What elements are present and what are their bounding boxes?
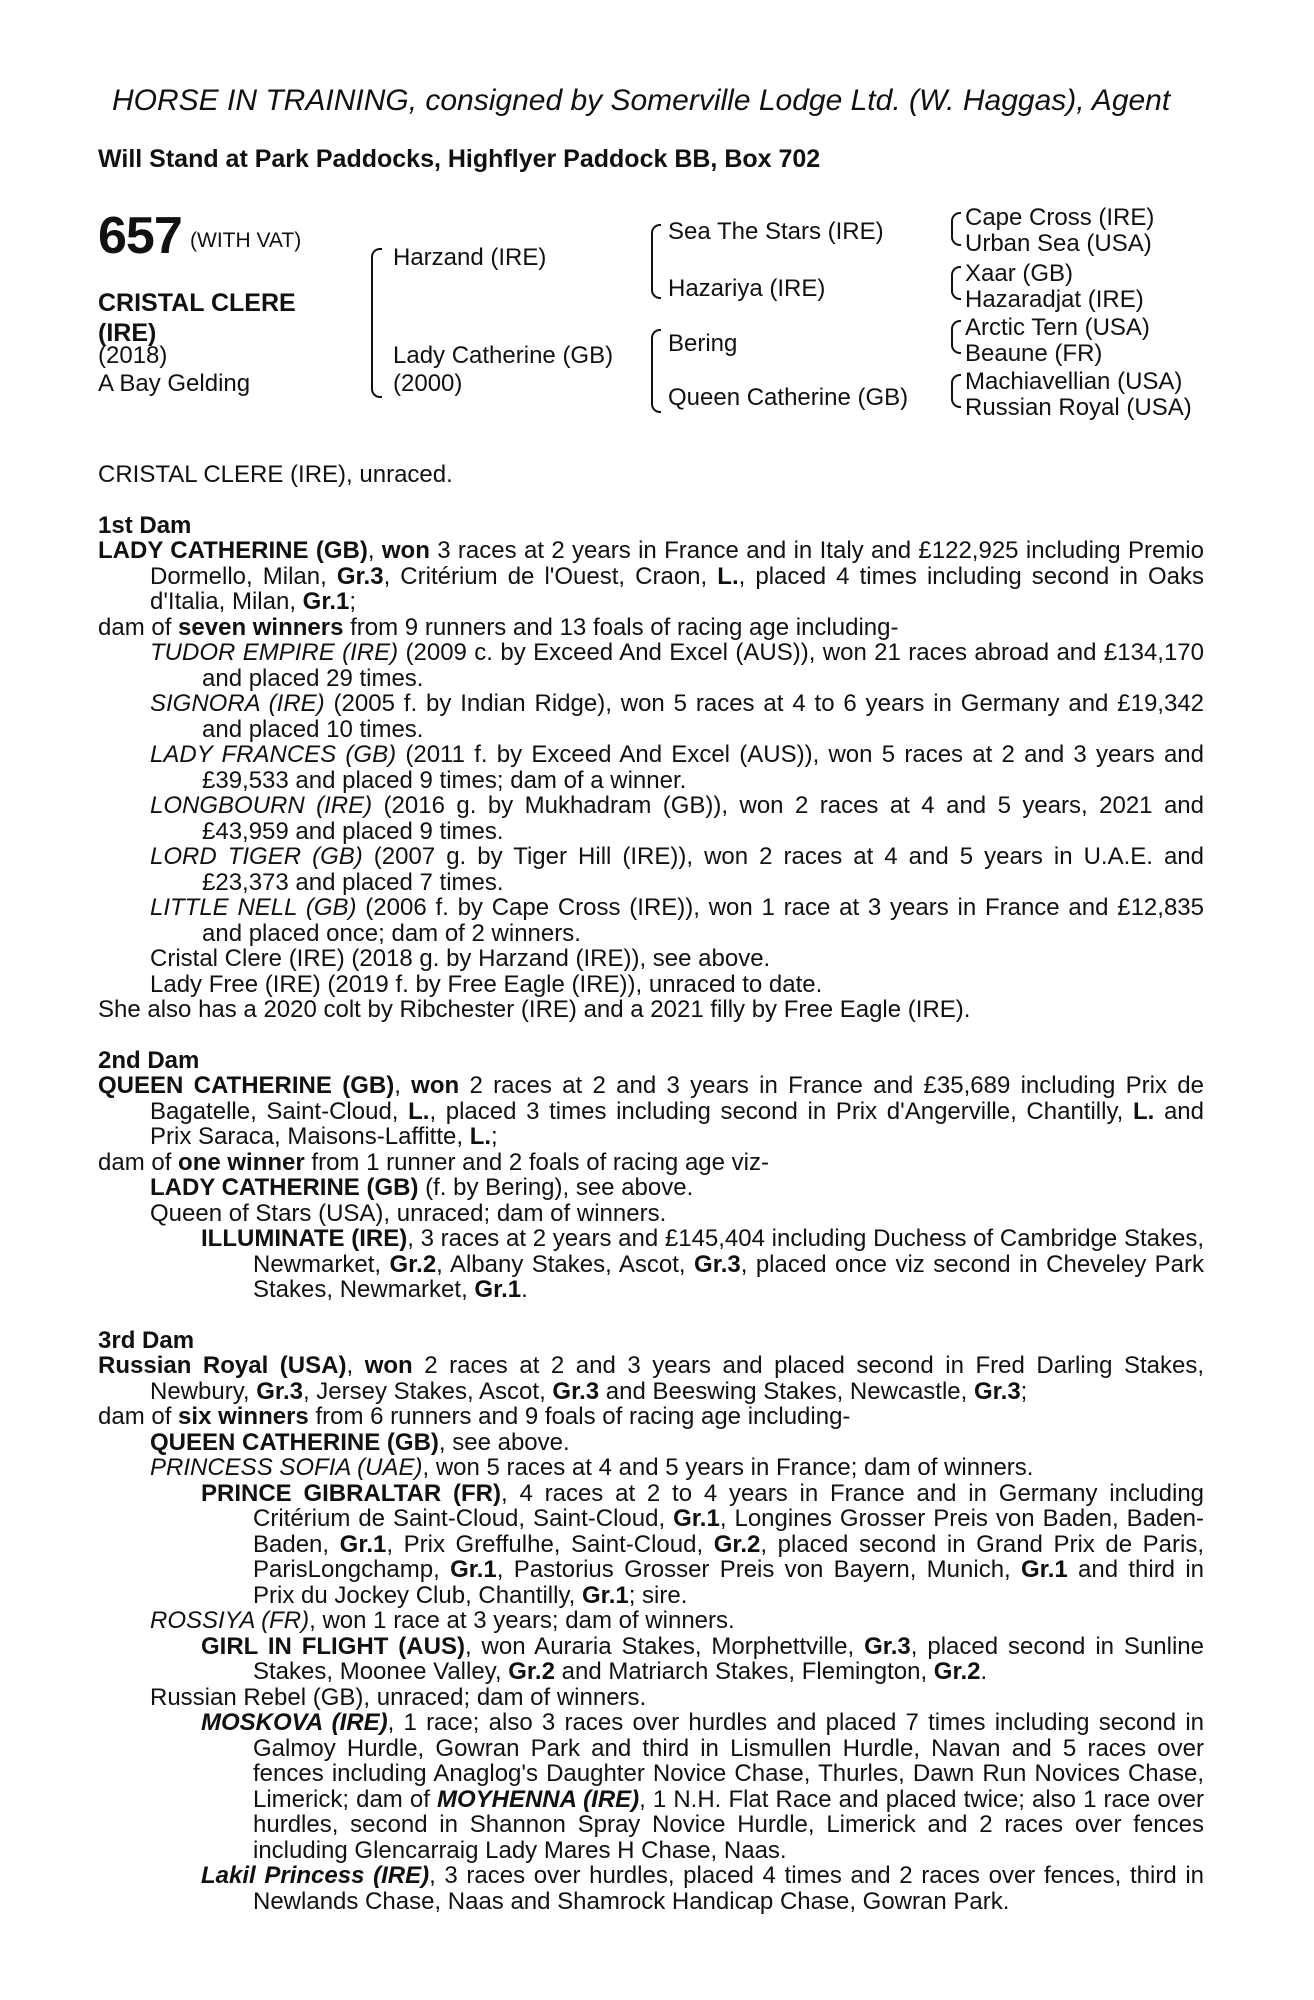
produce-text: , placed second in Grand Prix de Paris, ParisLongchamp, xyxy=(253,1530,1205,1583)
produce-text: and third in Prix du Jockey Club, Chantilly, xyxy=(253,1556,1205,1609)
record-text: dam of xyxy=(98,1148,179,1176)
grade: L. xyxy=(469,1123,492,1150)
first-dam-record: LADY CATHERINE (GB), won 3 races at 2 years in France and in Italy and £122,925 including Premio Dormello, Milan, Gr.3, Critérium de l'Ouest, Craon, L., placed 4 times including second in Oaks d'Italia, Milan, Gr.1; xyxy=(98,537,1205,615)
produce-name: MOYHENNA (IRE) xyxy=(436,1785,640,1813)
produce-text: (2007 g. by Tiger Hill (IRE)), won 2 races at 4 and 5 years in U.A.E. and £23,373 and placed 7 times. xyxy=(202,843,1205,896)
pedigree-bracket-dam xyxy=(651,329,661,413)
produce-name: MOSKOVA (IRE) xyxy=(201,1709,388,1736)
produce-text: , 1 race; also 3 races over hurdles and placed 7 times including second in Galmoy Hurdle, Gowran Park and third in Lismullen Hurdle, Navan and 5 races over fences including Anaglog's Daughter Novice Chase, Thurles, Dawn Run Novices Chase, Limerick; dam of xyxy=(253,1709,1205,1813)
produce-name: QUEEN CATHERINE (GB) xyxy=(150,1428,439,1456)
produce-name: SIGNORA (IRE) xyxy=(150,690,325,717)
produce-entry xyxy=(98,691,1204,742)
winners-count: one winner xyxy=(178,1148,305,1176)
first-dam-name: LADY CATHERINE (GB) xyxy=(98,537,368,564)
pedigree-sds: Xaar (GB) xyxy=(965,260,1074,287)
produce-entry xyxy=(98,844,1204,895)
pedigree-sire-dam: Hazariya (IRE) xyxy=(668,275,826,302)
produce-text: , 1 N.H. Flat Race and placed twice; also 1 race over hurdles, second in Shannon Spray Novice Hurdle, Limerick and 2 races over fences including Glencarraig Lady Mares H Chase, Naas. xyxy=(253,1785,1205,1864)
horse-name-line1: CRISTAL CLERE xyxy=(98,289,296,317)
produce-name: LADY CATHERINE (GB) xyxy=(150,1174,419,1201)
produce-name: LADY FRANCES (GB) xyxy=(150,741,397,768)
second-dam-heading: 2nd Dam xyxy=(98,1046,200,1074)
second-dam-produce-summary xyxy=(98,1150,1204,1176)
won-word: won xyxy=(364,1352,413,1379)
lot-number: 657 xyxy=(98,207,182,265)
first-dam-also: She also has a 2020 colt by Ribchester (IRE) and a 2021 filly by Free Eagle (IRE). xyxy=(98,996,971,1023)
pedigree-bracket-sire xyxy=(651,224,661,299)
catalogue-header: HORSE IN TRAINING, consigned by Somerville Lodge Ltd. (W. Haggas), Agent xyxy=(112,84,1171,117)
grade: Gr.3 xyxy=(552,1377,600,1405)
grade: Gr.3 xyxy=(973,1377,1021,1405)
produce-text: , see above. xyxy=(438,1428,570,1456)
pedigree-sire: Harzand (IRE) xyxy=(393,244,547,271)
produce-text: , 4 races at 2 to 4 years in France and in Germany including Critérium de Saint-Cloud, Saint-Cloud, xyxy=(253,1479,1205,1532)
produce-name: PRINCE GIBRALTAR (FR) xyxy=(201,1479,502,1507)
record-text: dam of xyxy=(98,1403,179,1430)
grade: Gr.3 xyxy=(694,1250,741,1278)
record-text: , Critérium de l'Ouest, Craon, xyxy=(383,562,718,590)
record-text: , placed 4 times including second in Oaks d'Italia, Milan, xyxy=(150,562,1205,615)
produce-text: (2006 f. by Cape Cross (IRE)), won 1 race at 3 years in France and £12,835 and placed once; dam of 2 winners. xyxy=(202,894,1204,947)
won-word: won xyxy=(381,537,430,564)
pedigree-bracket-ss xyxy=(951,212,961,246)
produce-text: (f. by Bering), see above. xyxy=(418,1174,694,1201)
record-text: 2 races at 2 and 3 years in France and £35,689 including Prix de Bagatelle, Saint-Cloud, xyxy=(150,1072,1204,1125)
horse-description: A Bay Gelding xyxy=(98,370,251,397)
produce-entry xyxy=(98,1430,1204,1456)
record-text: and Prix Saraca, Maisons-Laffitte, xyxy=(150,1097,1204,1150)
produce-name: PRINCESS SOFIA (UAE) xyxy=(150,1454,423,1481)
produce-text: , Prix Greffulhe, Saint-Cloud, xyxy=(386,1530,714,1558)
first-dam-produce-summary xyxy=(98,615,1204,641)
record-text: from 9 runners and 13 foals of racing age including- xyxy=(343,613,899,641)
produce-entry xyxy=(98,1455,1204,1481)
produce-text: , placed second in Sunline Stakes, Moonee Valley, xyxy=(253,1632,1204,1685)
produce-name: LORD TIGER (GB) xyxy=(150,843,363,870)
second-dam-record: QUEEN CATHERINE (GB), won 2 races at 2 and 3 years in France and £35,689 including Prix de Bagatelle, Saint-Cloud, L., placed 3 times including second in Prix d'Angerville, Chantilly, L. and Prix Saraca, Maisons-Laffitte, L.; xyxy=(98,1072,1204,1150)
pedigree-dam-dam: Queen Catherine (GB) xyxy=(668,384,909,411)
produce-name: GIRL IN FLIGHT (AUS) xyxy=(201,1632,465,1660)
grand-produce-entry xyxy=(98,1863,1204,1914)
stand-location: Will Stand at Park Paddocks, Highflyer Paddock BB, Box 702 xyxy=(98,145,821,173)
third-dam-name: Russian Royal (USA) xyxy=(98,1352,347,1379)
pedigree-dss: Arctic Tern (USA) xyxy=(965,314,1150,341)
pedigree-sire-sire: Sea The Stars (IRE) xyxy=(668,218,884,245)
grade: Gr.1 xyxy=(339,1530,387,1558)
grade: L. xyxy=(717,562,739,590)
grade: Gr.3 xyxy=(336,562,384,590)
winners-count: six winners xyxy=(178,1403,309,1430)
produce-name: ROSSIYA (FR) xyxy=(150,1607,310,1634)
produce-text: , 3 races at 2 years and £145,404 including Duchess of Cambridge Stakes, Newmarket, xyxy=(253,1225,1204,1278)
intro-line: CRISTAL CLERE (IRE), unraced. xyxy=(98,461,453,488)
record-text: ; xyxy=(491,1123,498,1150)
third-dam-produce-summary xyxy=(98,1404,1204,1430)
won-word: won xyxy=(411,1072,460,1099)
produce-entry xyxy=(98,895,1204,946)
first-dam-heading: 1st Dam xyxy=(98,511,192,539)
grade: L. xyxy=(408,1097,430,1125)
third-dam-record: Russian Royal (USA), won 2 races at 2 and 3 years and placed second in Fred Darling Stakes, Newbury, Gr.3, Jersey Stakes, Ascot, Gr.3 and Beeswing Stakes, Newcastle, Gr.3; xyxy=(98,1352,1204,1405)
pedigree-bracket-sd xyxy=(951,266,961,300)
grade: Gr.3 xyxy=(256,1377,303,1405)
produce-text: (2016 g. by Mukhadram (GB)), won 2 races at 4 and 5 years, 2021 and £43,959 and placed 9 times. xyxy=(202,792,1205,845)
produce-entry xyxy=(98,1608,1204,1634)
grand-produce-entry xyxy=(98,1226,1204,1303)
foaling-year: (2018) xyxy=(98,342,168,369)
third-dam-heading: 3rd Dam xyxy=(98,1326,195,1354)
winners-count: seven winners xyxy=(178,613,344,641)
grade: Gr.2 xyxy=(933,1658,981,1685)
produce-name: Lakil Princess (IRE) xyxy=(201,1862,430,1889)
pedigree-bracket-dd xyxy=(951,374,961,408)
grade: L. xyxy=(1132,1097,1155,1125)
produce-text: , Pastorius Grosser Preis von Bayern, Munich, xyxy=(496,1556,1022,1583)
record-text: ; xyxy=(1020,1377,1028,1405)
grade: Gr.2 xyxy=(389,1250,437,1278)
produce-entry: Lady Free (IRE) (2019 f. by Free Eagle (IRE)), unraced to date. xyxy=(150,970,823,998)
grade: Gr.1 xyxy=(302,588,350,615)
produce-entry: Cristal Clere (IRE) (2018 g. by Harzand (IRE)), see above. xyxy=(150,945,771,972)
pedigree-dam-year: (2000) xyxy=(393,370,463,397)
produce-text: ; sire. xyxy=(628,1581,688,1609)
produce-text: . xyxy=(980,1658,988,1685)
grade: Gr.3 xyxy=(864,1632,911,1660)
produce-text: , won Auraria Stakes, Morphettville, xyxy=(464,1632,865,1660)
produce-text: (2011 f. by Exceed And Excel (AUS)), won 5 races at 2 and 3 years and £39,533 and placed 9 times; dam of a winner. xyxy=(202,741,1205,794)
grade: Gr.1 xyxy=(582,1581,629,1609)
vat-label: (WITH VAT) xyxy=(190,229,302,252)
produce-text: (2009 c. by Exceed And Excel (AUS)), won 21 races abroad and £134,170 and placed 29 times. xyxy=(202,639,1204,692)
record-text: dam of xyxy=(98,613,179,641)
record-text: and Beeswing Stakes, Newcastle, xyxy=(599,1377,974,1405)
horse-details xyxy=(98,342,250,398)
record-text: ; xyxy=(349,588,357,615)
produce-text: , won 5 races at 4 and 5 years in France; dam of winners. xyxy=(422,1454,1034,1481)
pedigree-dam: Lady Catherine (GB) xyxy=(393,342,614,369)
record-text: 2 races at 2 and 3 years and placed second in Fred Darling Stakes, Newbury, xyxy=(150,1352,1204,1405)
grand-produce-entry xyxy=(98,1634,1204,1685)
produce-entry xyxy=(98,742,1204,793)
grade: Gr.2 xyxy=(508,1658,555,1685)
record-text: 3 races at 2 years in France and in Italy and £122,925 including Premio Dormello, Milan, xyxy=(150,537,1204,590)
grade: Gr.2 xyxy=(713,1530,761,1558)
grade: Gr.1 xyxy=(673,1505,720,1532)
horse-name-line2: (IRE) xyxy=(98,319,157,347)
produce-text: and Matriarch Stakes, Flemington, xyxy=(554,1658,934,1685)
produce-text: , Longines Grosser Preis von Baden, Baden-Baden, xyxy=(253,1505,1205,1558)
produce-text: . xyxy=(521,1276,528,1303)
grand-produce-entry xyxy=(98,1481,1204,1609)
pedigree-dsd: Beaune (FR) xyxy=(965,340,1103,367)
produce-text: , won 1 race at 3 years; dam of winners. xyxy=(309,1607,735,1634)
pedigree-bracket-main xyxy=(371,248,382,398)
pedigree-ssd: Urban Sea (USA) xyxy=(965,230,1152,257)
produce-entry xyxy=(98,640,1204,691)
catalogue-body xyxy=(98,462,1204,1914)
produce-entry xyxy=(98,793,1204,844)
pedigree-dam-sire: Bering xyxy=(668,330,738,357)
record-text: from 1 runner and 2 foals of racing age viz- xyxy=(304,1148,769,1176)
horse-name xyxy=(98,288,296,348)
produce-name: TUDOR EMPIRE (IRE) xyxy=(150,639,399,666)
produce-text: , Albany Stakes, Ascot, xyxy=(436,1250,695,1278)
record-text: , placed 3 times including second in Prix d'Angerville, Chantilly, xyxy=(429,1097,1133,1125)
produce-entry: Queen of Stars (USA), unraced; dam of winners. xyxy=(150,1199,667,1227)
produce-name: LITTLE NELL (GB) xyxy=(150,894,357,921)
pedigree-sss: Cape Cross (IRE) xyxy=(965,204,1155,231)
second-dam-name: QUEEN CATHERINE (GB) xyxy=(98,1072,395,1099)
grade: Gr.1 xyxy=(1021,1556,1068,1583)
produce-entry xyxy=(98,1175,1204,1201)
produce-name: ILLUMINATE (IRE) xyxy=(201,1225,408,1252)
produce-text: (2005 f. by Indian Ridge), won 5 races at 4 to 6 years in Germany and £19,342 and placed 10 times. xyxy=(202,690,1205,743)
pedigree-ddd: Russian Royal (USA) xyxy=(965,394,1192,421)
grade: Gr.1 xyxy=(450,1556,497,1583)
record-text: , Jersey Stakes, Ascot, xyxy=(302,1377,553,1405)
produce-text: , placed once viz second in Cheveley Park Stakes, Newmarket, xyxy=(253,1250,1204,1303)
grand-produce-entry xyxy=(98,1710,1204,1863)
pedigree-bracket-ds xyxy=(951,320,961,354)
pedigree-dds: Machiavellian (USA) xyxy=(965,368,1183,395)
produce-entry: Russian Rebel (GB), unraced; dam of winners. xyxy=(150,1683,647,1711)
pedigree-sdd: Hazaradjat (IRE) xyxy=(965,286,1144,313)
record-text: from 6 runners and 9 foals of racing age including- xyxy=(308,1403,851,1430)
produce-text: , 3 races over hurdles, placed 4 times and 2 races over fences, third in Newlands Chase, Naas and Shamrock Handicap Chase, Gowran Park. xyxy=(253,1862,1205,1915)
produce-name: LONGBOURN (IRE) xyxy=(150,792,373,819)
grade: Gr.1 xyxy=(474,1276,522,1303)
